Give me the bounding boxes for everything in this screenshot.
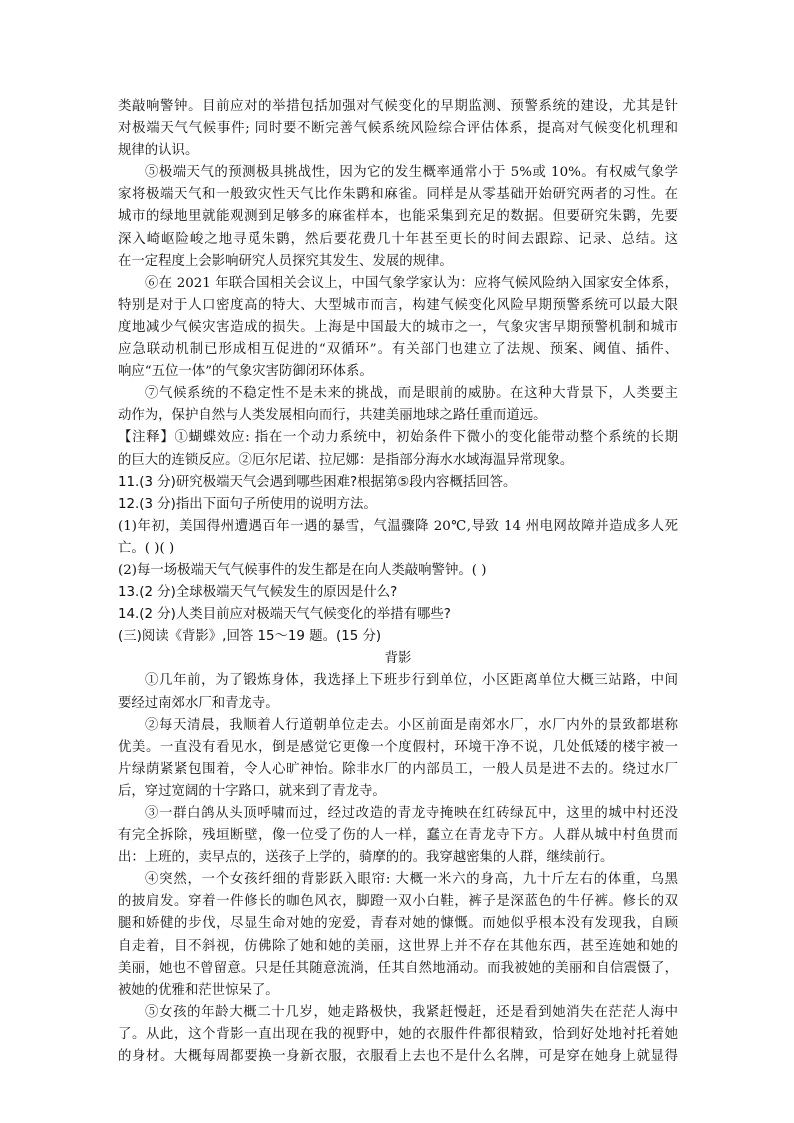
section-3-intro: (三)阅读《背影》,回答 15～19 题。(15 分): [118, 629, 382, 645]
text-line: 了。从此，这个背影一直出现在我的视野中，她的衣服件件都很精致，恰到好处地衬托着她: [118, 1026, 678, 1042]
text-line: 被她的优雅和茫世惊呆了。: [118, 982, 279, 998]
question-12-1: (1)年初，美国得州遭遇百年一遇的暴雪，气温骤降 20℃,导致 14 州电网故障并造成多人死: [118, 518, 678, 534]
text-line: 【注释】①蝴蝶效应: 指在一个动力系统中，初始条件下微小的变化能带动整个系统的长期: [118, 430, 678, 446]
paragraph-7: [118, 383, 678, 427]
text-line: 的身材。大概每周都要换一身新衣服，衣服看上去也不是什么名牌，可是穿在她身上就显得: [118, 1049, 678, 1065]
text-line: 片绿荫紧紧包围着，令人心旷神怡。除非水厂的内部员工，一般人员是进不去的。绕过水厂: [118, 761, 678, 777]
text-line: ①几年前，为了锻炼身体，我选择上下班步行到单位，小区距离单位大概三站路，中间: [145, 673, 678, 689]
text-line: 度地减少气候灾害造成的损失。上海是中国最大的城市之一，气象灾害早期预警机制和城市: [118, 319, 678, 335]
questions: [118, 472, 678, 627]
text-line: 自走着，目不斜视，仿佛除了她和她的美丽，这世界上并不存在其他东西，甚至连她和她的: [118, 938, 678, 954]
question-12-1-answer-blanks: 亡。( )( ): [118, 540, 175, 556]
document-page: [118, 96, 678, 1068]
story-paragraph-1: [118, 670, 678, 714]
story-paragraph-4: [118, 869, 678, 1002]
text-line: 腿和娇健的步伐，尽显生命对她的宠爱，青春对她的慷慨。而她似乎根本没有发现我，自顾: [118, 916, 678, 932]
text-line: 家将极端天气和一般致灾性天气比作朱鹮和麻雀。同样是从零基础开始研究两者的习性。在: [118, 187, 678, 203]
story-paragraph-3: [118, 803, 678, 869]
text-line: 有完全拆除，残垣断壁，像一位受了伤的人一样，蠢立在青龙寺下方。人群从城中村鱼贯而: [118, 828, 678, 844]
text-line: 要经过南郊水厂和青龙寺。: [118, 695, 279, 711]
text-line: ④突然，一个女孩纤细的背影跃入眼帘: 大概一米六的身高，九十斤左右的体重，乌黑: [145, 872, 678, 888]
question-14: 14.(2 分)人类目前应对极端天气气候变化的举措有哪些?: [118, 607, 451, 623]
text-line: ②每天清晨，我顺着人行道朝单位走去。小区前面是南郊水厂，水厂内外的景致都堪称: [145, 717, 678, 733]
text-line: 的巨大的连锁反应。②厄尔尼诺、拉尼娜：是指部分海水水域海温异常现象。: [118, 452, 574, 468]
text-line: 动作为，保护自然与人类发展相向而行，共建美丽地球之路任重而道远。: [118, 408, 547, 424]
question-11: 11.(3 分)研究极端天气会遇到哪些困难?根据第⑤段内容概括回答。: [118, 474, 517, 490]
text-line: 特别是对于人口密度高的特大、大型城市而言，构建气候变化风险早期预警系统可以最大限: [118, 297, 678, 313]
story-paragraph-2: [118, 715, 678, 803]
question-13: 13.(2 分)全球极端天气气候发生的原因是什么?: [118, 585, 398, 601]
paragraph-4-tail: [118, 96, 678, 162]
text-line: 城市的绿地里就能观测到足够多的麻雀样本，也能采集到充足的数据。但要研究朱鹮，先要: [118, 209, 678, 225]
question-12: 12.(3 分)指出下面句子所使用的说明方法。: [118, 496, 377, 512]
text-line: 应急联动机制已形成相互促进的“双循环”。有关部门也建立了法规、预案、阈值、插件、: [118, 342, 678, 358]
text-line: ③一群白鸽从头顶呼啸而过，经过改造的青龙寺掩映在红砖绿瓦中，这里的城中村还没: [145, 806, 678, 821]
notes: [118, 427, 678, 471]
paragraph-5: [118, 162, 678, 272]
text-line: 后，穿过宽阔的十字路口，就来到了青龙寺。: [118, 783, 386, 799]
text-line: 在一定程度上会影响研究人员探究其发生、发展的规律。: [118, 253, 453, 269]
text-line: 深入崎岖险峻之地寻觅朱鹮，然后要花费几十年甚至更长的时间去跟踪、记录、总结。这: [118, 231, 678, 247]
text-line: ⑥在 2021 年联合国相关会议上，中国气象学家认为：应将气候风险纳入国家安全体系，: [145, 275, 678, 291]
text-line: 规律的认识。: [118, 143, 199, 159]
text-line: 响应“五位一体”的气象灾害防御闭环体系。: [118, 364, 373, 380]
paragraph-6: [118, 273, 678, 383]
text-line: 对极端天气气候事件; 同时要不断完善气候系统风险综合评估体系，提高对气候变化机理和: [118, 121, 678, 137]
text-line: ⑤女孩的年龄大概二十几岁，她走路极快，我紧赶慢赶，还是看到她消失在茫茫人海中: [145, 1004, 678, 1020]
story-paragraph-5: [118, 1002, 678, 1068]
text-line: 类敲响警钟。目前应对的举措包括加强对气候变化的早期监测、预警系统的建设，尤其是针: [118, 99, 678, 114]
article-title: 背影: [384, 651, 412, 667]
text-line: 的披肩发。穿着一件修长的咖色风衣，脚蹬一双小白鞋，裤子是深蓝色的牛仔裤。修长的双: [118, 894, 678, 910]
question-12-2: (2)每一场极端天气气候事件的发生都是在向人类敲响警钟。( ): [118, 562, 487, 578]
text-line: ⑦气候系统的不稳定性不是未来的挑战，而是眼前的威胁。在这种大背景下，人类要主: [145, 386, 678, 402]
text-line: 美丽，她也不曾留意。只是任其随意流淌，任其自然地涌动。而我被她的美丽和自信震慑了，: [118, 960, 678, 976]
text-line: 出：上班的，卖早点的，送孩子上学的，骑摩的的。我穿越密集的人群，继续前行。: [118, 850, 614, 866]
text-line: 优美。一直没有看见水，倒是感觉它更像一个度假村，环境干净不说，几处低矮的楼宇被一: [118, 739, 678, 755]
text-line: ⑤极端天气的预测极具挑战性，因为它的发生概率通常小于 5%或 10%。有权威气象学: [145, 165, 678, 181]
